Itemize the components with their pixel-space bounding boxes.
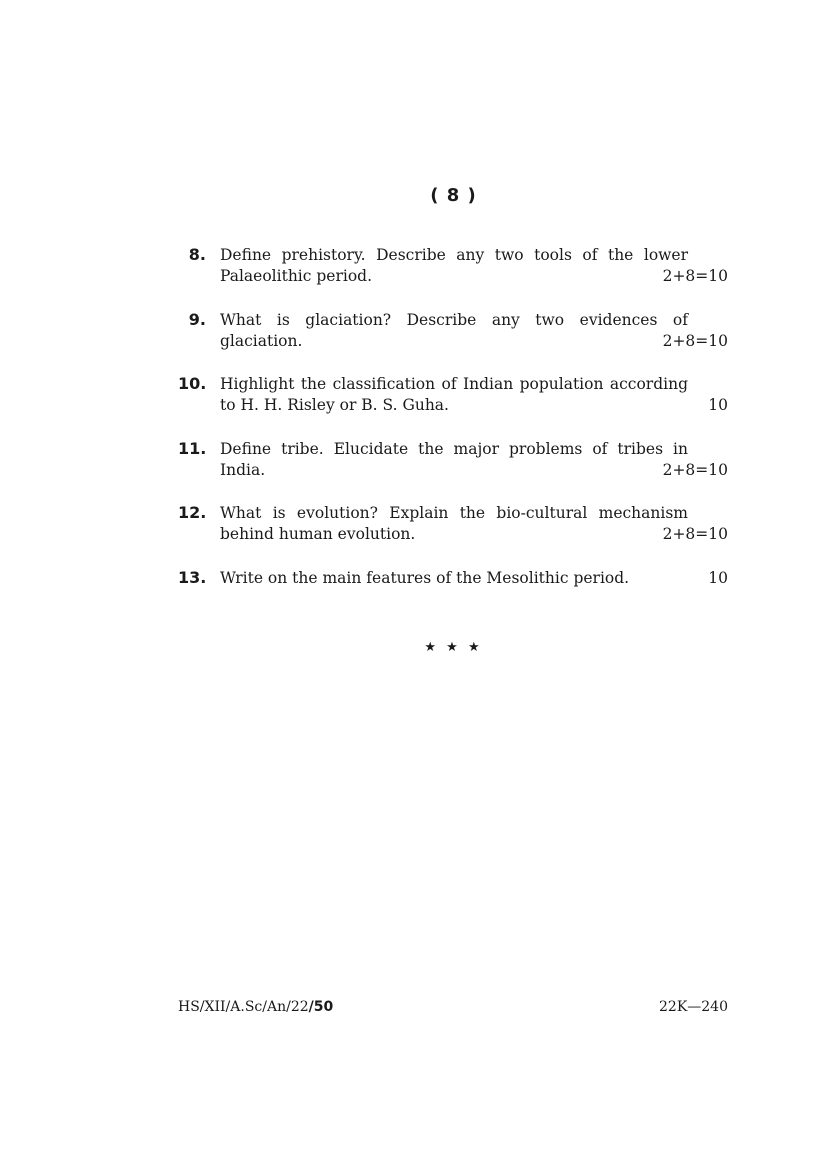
- question-marks: 2+8=10: [662, 460, 728, 479]
- question-10: [178, 374, 728, 415]
- question-text: Define prehistory. Describe any two tools of the lower Palaeolithic period.: [220, 246, 688, 285]
- page-number: [0, 185, 827, 206]
- question-number: 11.: [178, 439, 207, 458]
- question-12: [178, 503, 728, 544]
- question-body: [220, 503, 728, 544]
- question-8: [178, 245, 728, 286]
- question-13: [178, 568, 728, 589]
- question-marks: 10: [708, 395, 728, 414]
- question-body: [220, 568, 728, 589]
- question-text: What is glaciation? Describe any two evidences of glaciation.: [220, 311, 688, 350]
- paper-code-prefix: HS/XII/A.Sc/An/22: [178, 999, 309, 1015]
- question-body: [220, 310, 728, 351]
- question-11: [178, 439, 728, 480]
- page-number-text: ( 8 ): [430, 185, 477, 206]
- question-body: [220, 439, 728, 480]
- question-marks: 2+8=10: [662, 331, 728, 350]
- paper-code: [178, 999, 333, 1015]
- question-text: Highlight the classification of Indian population according to H. H. Risley or B. S. Guha.: [220, 375, 688, 414]
- question-text: Write on the main features of the Mesolithic period.: [220, 569, 630, 587]
- question-body: [220, 245, 728, 286]
- question-marks: 2+8=10: [662, 266, 728, 285]
- question-number: 9.: [188, 310, 206, 329]
- question-text: Define tribe. Elucidate the major problems of tribes in India.: [220, 440, 688, 479]
- end-of-paper-stars: ★ ★ ★: [424, 640, 483, 655]
- paper-code-suffix: /50: [308, 999, 334, 1015]
- print-code: 22K—240: [659, 999, 728, 1015]
- question-number: 10.: [178, 374, 207, 393]
- question-number: 13.: [178, 568, 207, 587]
- question-number: 8.: [188, 245, 206, 264]
- question-marks: 10: [708, 569, 728, 587]
- question-9: [178, 310, 728, 351]
- question-text: What is evolution? Explain the bio-cultural mechanism behind human evolution.: [220, 504, 688, 543]
- question-marks: 2+8=10: [662, 524, 728, 543]
- question-body: [220, 374, 728, 415]
- question-number: 12.: [178, 503, 207, 522]
